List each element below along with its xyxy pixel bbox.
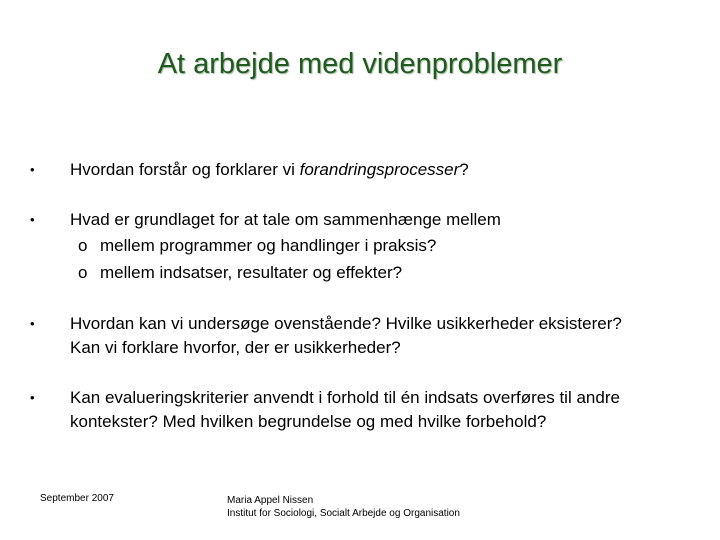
sub-list bbox=[70, 232, 680, 286]
sub-item-text: mellem programmer og handlinger i praksis? bbox=[100, 236, 437, 255]
footer-date: September 2007 bbox=[40, 493, 114, 504]
bullet-text-line: Hvordan kan vi undersøge ovenstående? Hvilke usikkerheder eksisterer? bbox=[70, 314, 622, 333]
bullet-text: Hvordan forstår og forklarer vi bbox=[70, 160, 300, 179]
bullet-text-line: kontekster? Med hvilken begrundelse og med hvilke forbehold? bbox=[70, 412, 547, 431]
slide-title: At arbejde med videnproblemer bbox=[157, 48, 563, 80]
footer-author-block bbox=[227, 494, 460, 520]
footer-institute: Institut for Sociologi, Socialt Arbejde og Organisation bbox=[227, 508, 460, 519]
bullet-item bbox=[30, 312, 680, 360]
sub-bullet-icon: o bbox=[78, 236, 88, 255]
bullet-item bbox=[30, 158, 680, 182]
sub-item bbox=[70, 232, 680, 259]
bullet-item bbox=[30, 208, 680, 286]
bullet-item bbox=[30, 386, 680, 434]
bullet-list bbox=[30, 158, 680, 434]
bullet-emphasis: forandringsprocesser bbox=[299, 160, 460, 179]
sub-item bbox=[70, 259, 680, 286]
bullet-icon: • bbox=[30, 316, 35, 331]
sub-bullet-icon: o bbox=[78, 263, 88, 282]
bullet-icon: • bbox=[30, 390, 35, 405]
bullet-icon: • bbox=[30, 212, 35, 227]
bullet-text: Hvad er grundlaget for at tale om sammenhænge mellem bbox=[70, 210, 501, 229]
bullet-text-line: Kan vi forklare hvorfor, der er usikkerheder? bbox=[70, 338, 401, 357]
footer-author: Maria Appel Nissen bbox=[227, 495, 314, 506]
bullet-text-line: Kan evalueringskriterier anvendt i forhold til én indsats overføres til andre bbox=[70, 388, 620, 407]
bullet-icon: • bbox=[30, 162, 35, 177]
sub-item-text: mellem indsatser, resultater og effekter? bbox=[100, 263, 403, 282]
bullet-text: ? bbox=[459, 160, 469, 179]
